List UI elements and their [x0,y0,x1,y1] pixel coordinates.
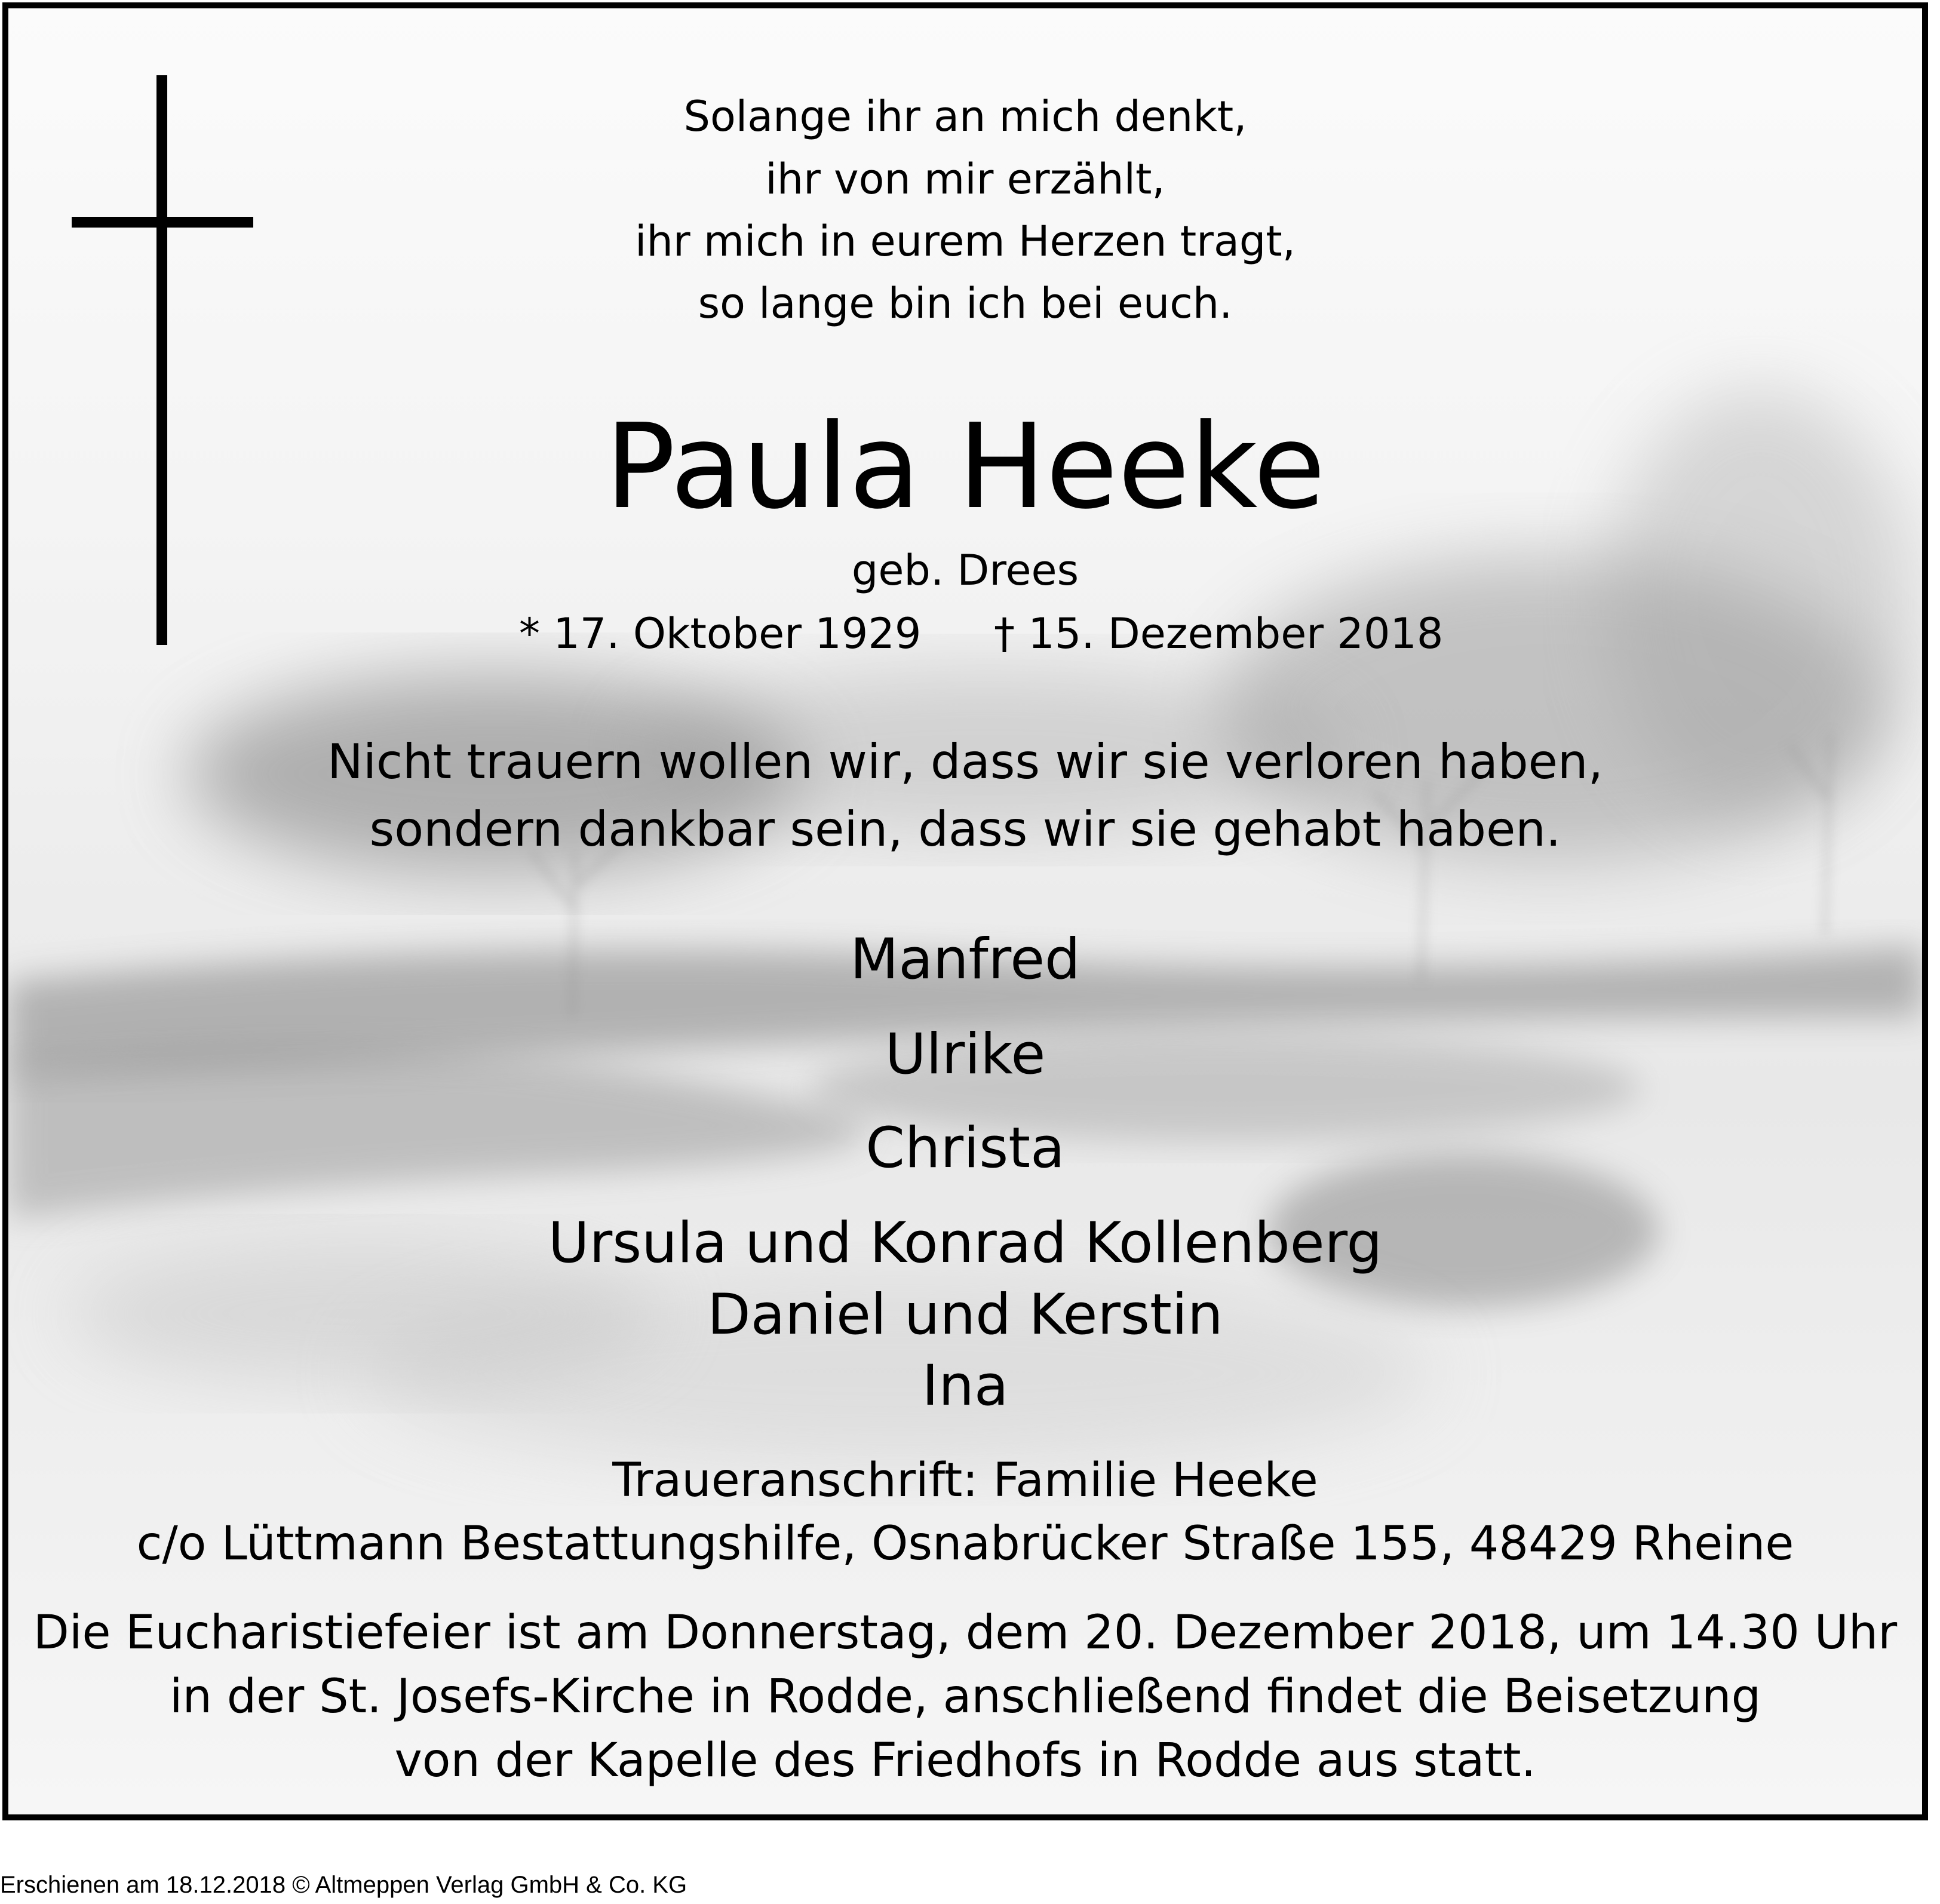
service-line: von der Kapelle des Friedhofs in Rodde aus statt. [394,1734,1536,1788]
publication-footer: Erschienen am 18.12.2018 © Altmeppen Verlag GmbH & Co. KG [0,1872,687,1898]
mourner-name: Christa [865,1116,1065,1181]
service-line: Die Eucharistiefeier ist am Donnerstag, dem 20. Dezember 2018, um 14.30 Uhr [33,1606,1898,1660]
mourner-name: Ina [922,1353,1009,1418]
maiden-name: geb. Drees [851,546,1079,595]
poem-line: Solange ihr an mich denkt, [683,92,1247,141]
birth-date: * 17. Oktober 1929 [519,609,922,658]
address-line: c/o Lüttmann Bestattungshilfe, Osnabrücker Straße 155, 48429 Rheine [136,1517,1794,1571]
death-date: † 15. Dezember 2018 [994,609,1444,658]
mourner-name: Daniel und Kerstin [707,1282,1223,1347]
poem-line: ihr mich in eurem Herzen tragt, [635,217,1296,266]
mourner-name: Ursula und Konrad Kollenberg [548,1211,1383,1276]
obituary-notice [2,2,1928,1820]
verse-line: Nicht trauern wollen wir, dass wir sie verloren haben, [327,734,1604,790]
address-line: Traueranschrift: Familie Heeke [612,1454,1318,1507]
mourner-name: Manfred [850,927,1080,992]
mourner-name: Ulrike [885,1022,1046,1087]
deceased-name: Paula Heeke [604,399,1326,535]
service-line: in der St. Josefs-Kirche in Rodde, anschließend findet die Beisetzung [169,1670,1761,1724]
poem-line: ihr von mir erzählt, [765,155,1165,204]
poem-line: so lange bin ich bei euch. [698,279,1233,328]
verse-line: sondern dankbar sein, dass wir sie gehabt haben. [369,801,1561,857]
